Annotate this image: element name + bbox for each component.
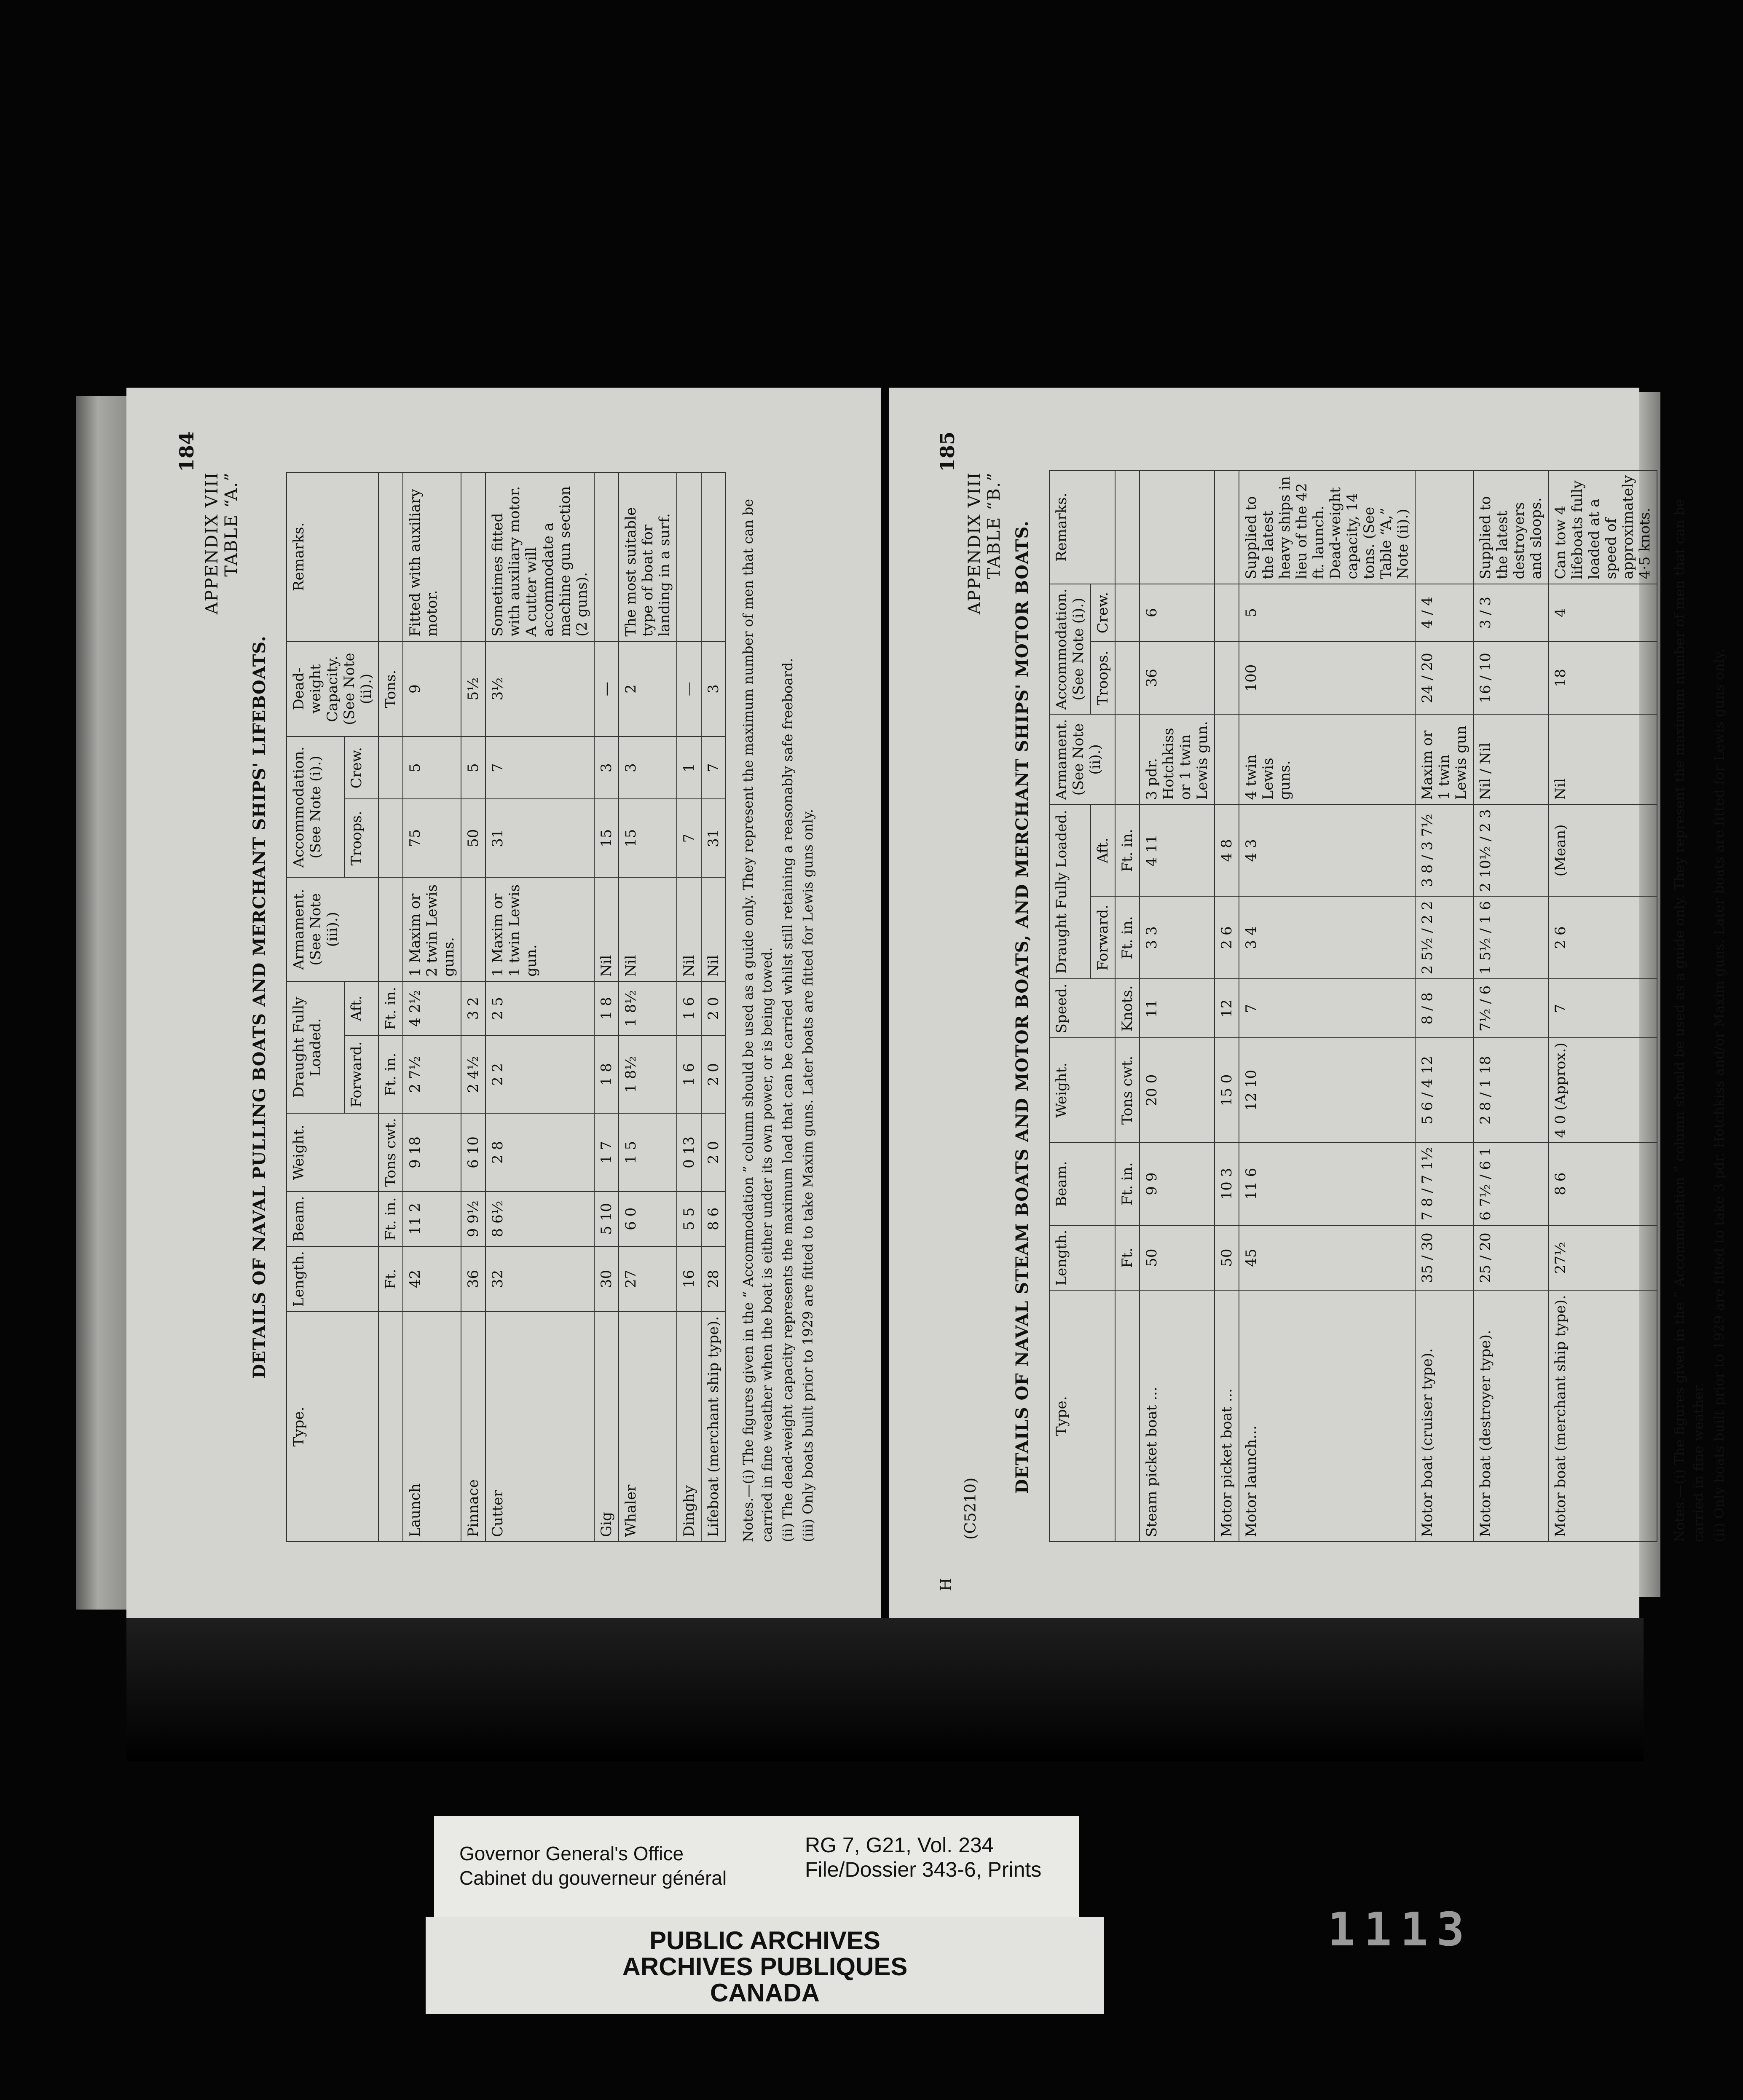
cell-crew: 1 bbox=[677, 737, 701, 799]
cell-remarks bbox=[677, 472, 701, 641]
cell-remarks bbox=[594, 472, 619, 641]
cell-deadweight: — bbox=[677, 641, 701, 737]
appendix-heading bbox=[202, 472, 241, 1542]
table-row bbox=[1473, 471, 1548, 1542]
cell-beam: 8 6 bbox=[701, 1192, 726, 1246]
cell-aft: 3 8 / 3 7½ bbox=[1415, 805, 1473, 897]
cell-deadweight: 3½ bbox=[485, 641, 594, 737]
cell-deadweight: 9 bbox=[403, 641, 461, 737]
cell-deadweight: 3 bbox=[701, 641, 726, 737]
cell-troops: 31 bbox=[701, 799, 726, 877]
page-number: 184 bbox=[175, 431, 198, 472]
cell-aft: 4 8 bbox=[1215, 805, 1239, 897]
cell-length: 50 bbox=[1215, 1225, 1239, 1291]
table-row bbox=[403, 472, 461, 1542]
cell-aft: 2 0 bbox=[701, 981, 726, 1036]
ref-line-1: RG 7, G21, Vol. 234 bbox=[805, 1833, 994, 1857]
cell-armament: 1 Maxim or 1 twin Lewis gun. bbox=[485, 878, 594, 981]
table-row bbox=[461, 472, 485, 1542]
cell-forward: 2 2 bbox=[485, 1036, 594, 1114]
unit-weight: Tons cwt. bbox=[378, 1113, 403, 1191]
cell-troops: 31 bbox=[485, 799, 594, 877]
cell-weight: 2 0 bbox=[701, 1113, 726, 1191]
archives-line-1: PUBLIC ARCHIVES bbox=[649, 1926, 880, 1955]
cell-crew: 7 bbox=[701, 737, 726, 799]
cell-forward: 1 6 bbox=[677, 1036, 701, 1114]
cell-troops: 16 / 10 bbox=[1473, 642, 1548, 715]
cell-crew: 7 bbox=[485, 737, 594, 799]
units-row bbox=[378, 472, 403, 1542]
archives-line-2: ARCHIVES PUBLIQUES bbox=[622, 1953, 908, 1981]
cell-speed: 11 bbox=[1140, 979, 1215, 1038]
cell-armament bbox=[1215, 714, 1239, 804]
cell-armament: Nil bbox=[701, 878, 726, 981]
cell-weight: 20 0 bbox=[1140, 1038, 1215, 1142]
table-label: TABLE “A.” bbox=[222, 472, 241, 577]
cell-length: 27½ bbox=[1548, 1225, 1657, 1291]
cell-speed: 8 / 8 bbox=[1415, 979, 1473, 1038]
col-type: Type. bbox=[287, 1312, 378, 1542]
cell-speed: 7 bbox=[1548, 979, 1657, 1038]
unit-deadweight: Tons. bbox=[378, 641, 403, 737]
cell-type: Lifeboat (merchant ship type). bbox=[701, 1312, 726, 1542]
cell-length: 30 bbox=[594, 1246, 619, 1312]
archive-reference-label bbox=[434, 1816, 1079, 1926]
cell-forward: 2 6 bbox=[1548, 896, 1657, 979]
table-row bbox=[1239, 471, 1415, 1542]
cell-beam: 9 9½ bbox=[461, 1192, 485, 1246]
cell-type: Pinnace bbox=[461, 1312, 485, 1542]
cell-beam: 5 5 bbox=[677, 1192, 701, 1246]
col-weight: Weight. bbox=[287, 1113, 378, 1191]
cell-remarks bbox=[1415, 471, 1473, 584]
cell-armament: Nil bbox=[594, 878, 619, 981]
col-deadweight: Dead-weight Capacity. (See Note (ii).) bbox=[287, 641, 378, 737]
cell-beam: 10 3 bbox=[1215, 1143, 1239, 1225]
book-edge-left bbox=[76, 396, 131, 1610]
cell-crew: 5 bbox=[403, 737, 461, 799]
col-length: Length. bbox=[1049, 1225, 1115, 1291]
signature-mark: H bbox=[938, 1578, 955, 1591]
cell-armament: Nil bbox=[619, 878, 677, 981]
cell-length: 50 bbox=[1140, 1225, 1215, 1291]
right-page-rotated-content bbox=[889, 388, 1730, 1618]
table-row bbox=[1548, 471, 1657, 1542]
col-remarks: Remarks. bbox=[1049, 471, 1115, 584]
col-aft: Aft. bbox=[1091, 805, 1115, 897]
appendix-label: APPENDIX VIII bbox=[202, 472, 222, 615]
cell-length: 28 bbox=[701, 1246, 726, 1312]
cell-forward: 2 6 bbox=[1215, 896, 1239, 979]
steam-motor-boats-table bbox=[1049, 470, 1657, 1542]
cell-remarks bbox=[461, 472, 485, 641]
table-body bbox=[403, 472, 726, 1542]
cell-crew bbox=[1215, 584, 1239, 642]
cell-aft: 3 2 bbox=[461, 981, 485, 1036]
col-forward: Forward. bbox=[1091, 896, 1115, 979]
cell-troops: 75 bbox=[403, 799, 461, 877]
cell-weight: 15 0 bbox=[1215, 1038, 1239, 1142]
table-label: TABLE “B.” bbox=[984, 472, 1004, 579]
col-crew: Crew. bbox=[344, 737, 378, 799]
cell-beam: 6 7½ / 6 1 bbox=[1473, 1143, 1548, 1225]
table-title: DETAILS OF NAVAL STEAM BOATS AND MOTOR BOATS, AND MERCHANT SHIPS' MOTOR BOATS. bbox=[1012, 520, 1032, 1494]
col-armament: Armament. (See Note (ii).) bbox=[1049, 714, 1115, 804]
cell-remarks: Can tow 4 lifeboats fully loaded at a speed of approximately 4·5 knots. bbox=[1548, 471, 1657, 584]
cell-length: 45 bbox=[1239, 1225, 1415, 1291]
cell-length: 36 bbox=[461, 1246, 485, 1312]
col-forward: Forward. bbox=[344, 1036, 378, 1114]
cell-length: 25 / 20 bbox=[1473, 1225, 1548, 1291]
header-row bbox=[287, 472, 344, 1542]
unit-beam: Ft. in. bbox=[1115, 1143, 1140, 1225]
cell-forward: 2 0 bbox=[701, 1036, 726, 1114]
cell-weight: 0 13 bbox=[677, 1113, 701, 1191]
unit-aft: Ft. in. bbox=[378, 981, 403, 1036]
cell-weight: 12 10 bbox=[1239, 1038, 1415, 1142]
cell-armament: Maxim or 1 twin Lewis gun bbox=[1415, 714, 1473, 804]
notes bbox=[739, 472, 818, 1542]
cell-beam: 8 6½ bbox=[485, 1192, 594, 1246]
col-beam: Beam. bbox=[287, 1192, 378, 1246]
cell-troops: 15 bbox=[594, 799, 619, 877]
col-draught: Draught Fully Loaded. bbox=[1049, 805, 1091, 979]
cell-type: Motor picket boat ... bbox=[1215, 1290, 1239, 1542]
col-accommodation: Accommodation. (See Note (i).) bbox=[1049, 584, 1091, 715]
reference-lines bbox=[805, 1833, 1041, 1882]
cell-beam: 11 2 bbox=[403, 1192, 461, 1246]
cell-crew: 3 bbox=[594, 737, 619, 799]
col-accommodation: Accommodation. (See Note (i).) bbox=[287, 737, 344, 877]
table-row bbox=[594, 472, 619, 1542]
cell-remarks: Fitted with auxiliary motor. bbox=[403, 472, 461, 641]
cell-armament: Nil bbox=[1548, 714, 1657, 804]
cell-crew: 4 / 4 bbox=[1415, 584, 1473, 642]
cell-aft: 1 6 bbox=[677, 981, 701, 1036]
cell-troops: 100 bbox=[1239, 642, 1415, 715]
notes bbox=[1670, 472, 1728, 1542]
cell-remarks: The most suitable type of boat for landing in a surf. bbox=[619, 472, 677, 641]
unit-forward: Ft. in. bbox=[1115, 896, 1140, 979]
cell-weight: 1 7 bbox=[594, 1113, 619, 1191]
col-armament: Armament. (See Note (iii).) bbox=[287, 878, 378, 981]
cell-troops: 18 bbox=[1548, 642, 1657, 715]
cell-deadweight: 2 bbox=[619, 641, 677, 737]
cell-beam: 7 8 / 7 1½ bbox=[1415, 1143, 1473, 1225]
book-stand bbox=[126, 1618, 1644, 1761]
cell-weight: 2 8 / 1 18 bbox=[1473, 1038, 1548, 1142]
table-title: DETAILS OF NAVAL PULLING BOATS AND MERCHANT SHIPS' LIFEBOATS. bbox=[249, 635, 269, 1379]
left-page-rotated-content bbox=[126, 388, 819, 1618]
table-row bbox=[701, 472, 726, 1542]
cell-type: Steam picket boat ... bbox=[1140, 1290, 1215, 1542]
col-crew: Crew. bbox=[1091, 584, 1115, 642]
note-1: Notes.—(i) The figures given in the “ Accommodation ” column should be used as a guide only. They represent the maximum number of men that can be carried in fine weather when the boat is either under its own power, or is being towed. bbox=[740, 498, 775, 1542]
cell-armament bbox=[461, 878, 485, 981]
cell-weight: 9 18 bbox=[403, 1113, 461, 1191]
cell-forward: 2 7½ bbox=[403, 1036, 461, 1114]
col-troops: Troops. bbox=[1091, 642, 1115, 715]
cell-type: Motor launch... bbox=[1239, 1290, 1415, 1542]
cell-troops bbox=[1215, 642, 1239, 715]
cell-remarks: Supplied to the latest destroyers and sloops. bbox=[1473, 471, 1548, 584]
cell-speed: 12 bbox=[1215, 979, 1239, 1038]
cell-speed: 7½ / 6 bbox=[1473, 979, 1548, 1038]
office-en: Governor General's Office bbox=[459, 1843, 684, 1864]
col-type: Type. bbox=[1049, 1290, 1115, 1542]
cell-deadweight: 5½ bbox=[461, 641, 485, 737]
col-remarks: Remarks. bbox=[287, 472, 378, 641]
unit-aft: Ft. in. bbox=[1115, 805, 1140, 897]
cell-length: 42 bbox=[403, 1246, 461, 1312]
table-row bbox=[1215, 471, 1239, 1542]
cell-deadweight: — bbox=[594, 641, 619, 737]
cell-aft: 4 11 bbox=[1140, 805, 1215, 897]
cell-type: Cutter bbox=[485, 1312, 594, 1542]
table-row bbox=[485, 472, 594, 1542]
col-draught: Draught Fully Loaded. bbox=[287, 981, 344, 1113]
cell-forward: 3 3 bbox=[1140, 896, 1215, 979]
cell-weight: 6 10 bbox=[461, 1113, 485, 1191]
table-row bbox=[1415, 471, 1473, 1542]
cell-speed: 7 bbox=[1239, 979, 1415, 1038]
cell-weight: 2 8 bbox=[485, 1113, 594, 1191]
cell-crew: 5 bbox=[1239, 584, 1415, 642]
table-row bbox=[677, 472, 701, 1542]
cell-type: Launch bbox=[403, 1312, 461, 1542]
unit-length: Ft. bbox=[378, 1246, 403, 1312]
cell-aft: 2 10½ / 2 3 bbox=[1473, 805, 1548, 897]
cell-armament: 4 twin Lewis guns. bbox=[1239, 714, 1415, 804]
table-row bbox=[619, 472, 677, 1542]
table-row bbox=[1140, 471, 1215, 1542]
col-speed: Speed. bbox=[1049, 979, 1115, 1038]
unit-speed: Knots. bbox=[1115, 979, 1140, 1038]
office-lines bbox=[459, 1841, 727, 1890]
cell-troops: 36 bbox=[1140, 642, 1215, 715]
cell-armament: Nil bbox=[677, 878, 701, 981]
unit-forward: Ft. in. bbox=[378, 1036, 403, 1114]
cell-aft: 2 5 bbox=[485, 981, 594, 1036]
note-1: Notes.—(i) The figures given in the “ Accommodation ” column should be used as a guide only. They represent the maximum number of men that can be carried in fine weather. bbox=[1671, 498, 1706, 1542]
col-aft: Aft. bbox=[344, 981, 378, 1036]
cell-weight: 5 6 / 4 12 bbox=[1415, 1038, 1473, 1142]
cell-beam: 6 0 bbox=[619, 1192, 677, 1246]
cell-type: Gig bbox=[594, 1312, 619, 1542]
col-beam: Beam. bbox=[1049, 1143, 1115, 1225]
cell-forward: 1 5½ / 1 6 bbox=[1473, 896, 1548, 979]
left-page bbox=[126, 388, 881, 1618]
cell-length: 35 / 30 bbox=[1415, 1225, 1473, 1291]
cell-forward: 1 8 bbox=[594, 1036, 619, 1114]
unit-beam: Ft. in. bbox=[378, 1192, 403, 1246]
cell-beam: 11 6 bbox=[1239, 1143, 1415, 1225]
ref-line-2: File/Dossier 343-6, Prints bbox=[805, 1858, 1042, 1881]
archives-line-3: CANADA bbox=[710, 1979, 820, 2007]
cell-troops: 50 bbox=[461, 799, 485, 877]
cell-aft: (Mean) bbox=[1548, 805, 1657, 897]
cell-type: Whaler bbox=[619, 1312, 677, 1542]
cell-troops: 7 bbox=[677, 799, 701, 877]
cell-beam: 5 10 bbox=[594, 1192, 619, 1246]
pulling-boats-table bbox=[286, 472, 726, 1542]
cell-beam: 9 9 bbox=[1140, 1143, 1215, 1225]
unit-weight: Tons cwt. bbox=[1115, 1038, 1140, 1142]
right-page bbox=[889, 388, 1727, 1618]
header-row bbox=[1049, 471, 1091, 1542]
public-archives-card bbox=[426, 1917, 1104, 2014]
col-length: Length. bbox=[287, 1246, 378, 1312]
cell-type: Motor boat (merchant ship type). bbox=[1548, 1290, 1657, 1542]
cell-crew: 3 bbox=[619, 737, 677, 799]
note-2: (ii) The dead-weight capacity represents the maximum load that can be carried whilst still retaining a reasonably safe freeboard. bbox=[779, 658, 796, 1542]
table-body bbox=[1140, 471, 1657, 1542]
cell-weight: 1 5 bbox=[619, 1113, 677, 1191]
appendix-heading bbox=[965, 472, 1004, 1542]
cell-length: 27 bbox=[619, 1246, 677, 1312]
cell-remarks bbox=[701, 472, 726, 641]
col-troops: Troops. bbox=[344, 799, 378, 877]
cell-crew: 5 bbox=[461, 737, 485, 799]
cell-armament: Nil / Nil bbox=[1473, 714, 1548, 804]
frame-counter: 1113 bbox=[1327, 1902, 1473, 1956]
office-fr: Cabinet du gouverneur général bbox=[459, 1867, 727, 1889]
cell-aft: 1 8 bbox=[594, 981, 619, 1036]
cell-remarks: Supplied to the latest heavy ships in lieu of the 42 ft. launch. Dead-weight capacity, 14 tons. (See Table “A,” Note (ii).) bbox=[1239, 471, 1415, 584]
cell-type: Dinghy bbox=[677, 1312, 701, 1542]
print-code: (C5210) bbox=[962, 1477, 980, 1540]
cell-beam: 8 6 bbox=[1548, 1143, 1657, 1225]
cell-weight: 4 0 (Approx.) bbox=[1548, 1038, 1657, 1142]
page-number: 185 bbox=[936, 431, 959, 472]
appendix-label: APPENDIX VIII bbox=[965, 472, 984, 615]
cell-remarks: Sometimes fitted with auxiliary motor. A cutter will accommodate a machine gun section (2 guns). bbox=[485, 472, 594, 641]
cell-armament: 1 Maxim or 2 twin Lewis guns. bbox=[403, 878, 461, 981]
unit-length: Ft. bbox=[1115, 1225, 1140, 1291]
cell-troops: 15 bbox=[619, 799, 677, 877]
cell-aft: 1 8½ bbox=[619, 981, 677, 1036]
note-3: (iii) Only boats built prior to 1929 are fitted to take Maxim guns. Later boats are fitted for Lewis guns only. bbox=[800, 809, 816, 1542]
cell-remarks bbox=[1140, 471, 1215, 584]
cell-troops: 24 / 20 bbox=[1415, 642, 1473, 715]
cell-length: 16 bbox=[677, 1246, 701, 1312]
cell-forward: 2 4½ bbox=[461, 1036, 485, 1114]
cell-armament: 3 pdr. Hotchkiss or 1 twin Lewis gun. bbox=[1140, 714, 1215, 804]
cell-remarks bbox=[1215, 471, 1239, 584]
cell-crew: 6 bbox=[1140, 584, 1215, 642]
col-weight: Weight. bbox=[1049, 1038, 1115, 1142]
cell-crew: 4 bbox=[1548, 584, 1657, 642]
units-row bbox=[1115, 471, 1140, 1542]
cell-aft: 4 2½ bbox=[403, 981, 461, 1036]
cell-forward: 3 4 bbox=[1239, 896, 1415, 979]
cell-forward: 1 8½ bbox=[619, 1036, 677, 1114]
note-2: (ii) Only boats built prior to 1929 are fitted to take 3 pdr. Hotchkiss and/or Maxim guns. Later boats are fitted for Lewis guns only. bbox=[1711, 648, 1727, 1542]
cell-forward: 2 5½ / 2 2 bbox=[1415, 896, 1473, 979]
cell-type: Motor boat (destroyer type). bbox=[1473, 1290, 1548, 1542]
cell-type: Motor boat (cruiser type). bbox=[1415, 1290, 1473, 1542]
cell-crew: 3 / 3 bbox=[1473, 584, 1548, 642]
cell-aft: 4 3 bbox=[1239, 805, 1415, 897]
cell-length: 32 bbox=[485, 1246, 594, 1312]
